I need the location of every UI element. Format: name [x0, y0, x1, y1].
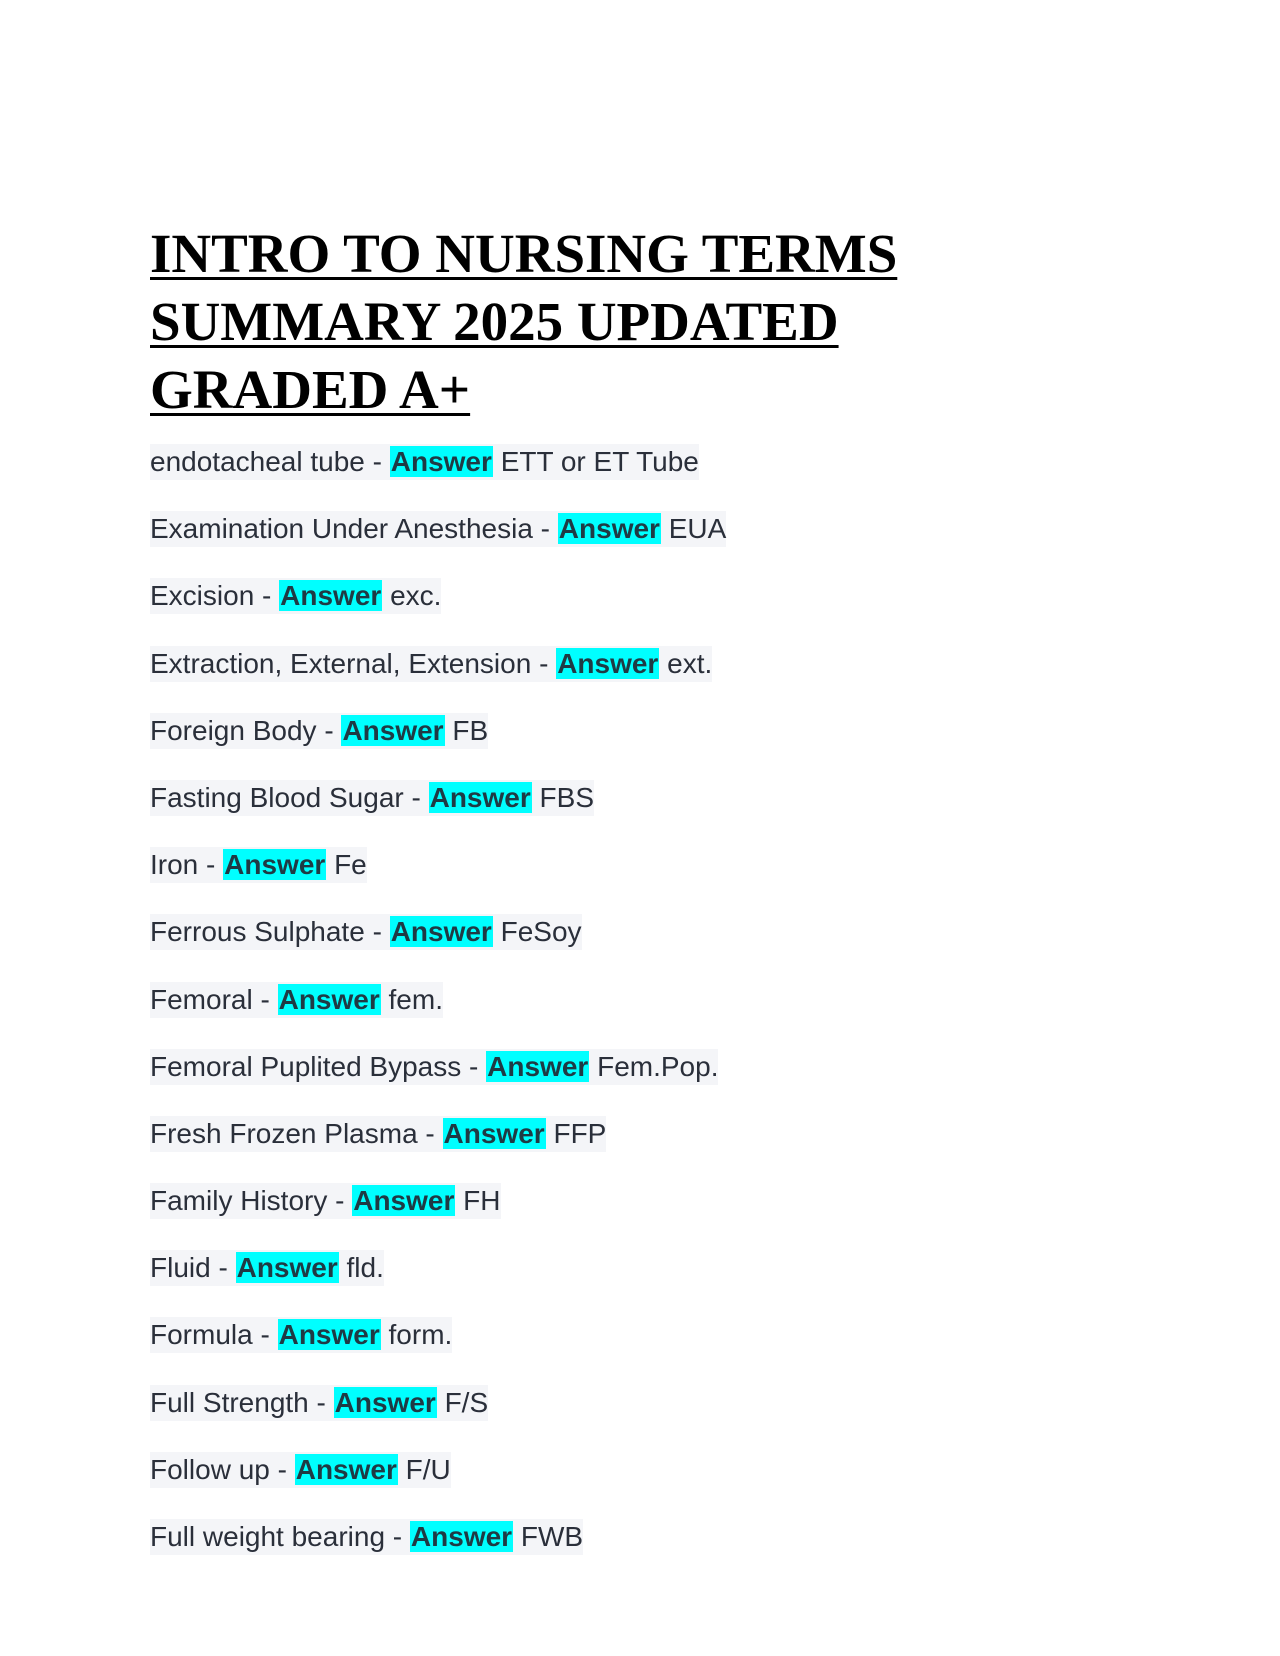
term-line [150, 914, 582, 950]
term-row [150, 780, 1150, 847]
term-text: Femoral [150, 983, 253, 1015]
answer-label: Answer [557, 647, 659, 679]
term-row [150, 1519, 1150, 1586]
answer-label: Answer [278, 1319, 380, 1351]
term-line [150, 646, 712, 682]
term-row [150, 982, 1150, 1049]
answer-label: Answer [410, 1521, 513, 1552]
title-text: INTRO TO NURSING TERMS SUMMARY 2025 UPDATED GRADED A+ [150, 223, 898, 420]
answer-text: FWB [520, 1521, 584, 1552]
answer-text: fem. [388, 983, 443, 1015]
term-line [150, 982, 443, 1018]
term-separator: - [269, 1453, 295, 1485]
term-text: endotacheal tube [150, 446, 365, 477]
term-separator: - [316, 714, 342, 746]
term-line [150, 1183, 501, 1219]
term-row [150, 914, 1150, 981]
document-page [150, 152, 1150, 1586]
term-separator: - [531, 647, 557, 679]
answer-text: exc. [390, 580, 442, 612]
term-line [150, 713, 488, 749]
term-separator: - [252, 1319, 278, 1351]
term-line [150, 1317, 452, 1353]
term-separator: - [254, 580, 280, 612]
term-line [150, 780, 594, 816]
answer-text: F/S [444, 1386, 489, 1418]
term-separator: - [364, 446, 390, 477]
term-text: Full Strength [150, 1386, 309, 1418]
term-line [150, 1385, 488, 1421]
term-line [150, 1116, 606, 1152]
term-row [150, 713, 1150, 780]
answer-text: ETT or ET Tube [500, 446, 699, 477]
answer-label: Answer [429, 781, 531, 813]
term-text: Fresh Frozen Plasma [150, 1117, 418, 1149]
answer-text: FB [452, 714, 489, 746]
term-text: Formula [150, 1319, 253, 1351]
answer-label: Answer [236, 1252, 338, 1284]
answer-text: ext. [667, 647, 713, 679]
term-row [150, 511, 1150, 578]
answer-text: Fe [334, 849, 367, 881]
answer-label: Answer [278, 983, 380, 1015]
answer-label: Answer [443, 1117, 545, 1149]
answer-label: Answer [390, 446, 492, 477]
term-row [150, 646, 1150, 713]
answer-label: Answer [353, 1185, 455, 1217]
term-separator: - [327, 1185, 353, 1217]
answer-label: Answer [487, 1050, 589, 1082]
term-row [150, 1183, 1150, 1250]
answer-label: Answer [390, 916, 492, 948]
term-text: Follow up [150, 1453, 270, 1485]
term-separator: - [252, 983, 278, 1015]
term-text: Ferrous Sulphate [150, 916, 365, 948]
answer-label: Answer [342, 714, 444, 746]
answer-text: FH [463, 1185, 501, 1217]
term-text: Femoral Puplited Bypass [150, 1050, 462, 1082]
term-line [150, 1049, 718, 1085]
answer-text: Fem.Pop. [597, 1050, 719, 1082]
term-text: Foreign Body [150, 714, 317, 746]
term-text: Extraction, External, Extension [150, 647, 532, 679]
answer-text: FeSoy [500, 916, 582, 948]
term-separator: - [198, 849, 224, 881]
term-text: Family History [150, 1185, 328, 1217]
term-row [150, 1385, 1150, 1452]
term-row [150, 847, 1150, 914]
answer-text: FBS [539, 781, 595, 813]
term-row [150, 1049, 1150, 1116]
term-row [150, 444, 1150, 511]
answer-label: Answer [558, 513, 660, 545]
term-line [150, 1519, 583, 1555]
term-separator: - [532, 513, 558, 545]
term-text: Fasting Blood Sugar [150, 781, 404, 813]
term-separator: - [308, 1386, 334, 1418]
term-separator: - [461, 1050, 487, 1082]
answer-text: fld. [346, 1252, 384, 1284]
term-separator: - [403, 781, 429, 813]
term-row [150, 1250, 1150, 1317]
term-line [150, 444, 699, 480]
answer-label: Answer [224, 849, 326, 881]
term-text: Excision [150, 580, 255, 612]
term-text: Examination Under Anesthesia [150, 513, 533, 545]
term-text: Iron [150, 849, 199, 881]
term-row [150, 1317, 1150, 1384]
answer-label: Answer [280, 580, 382, 612]
document-title [150, 152, 990, 424]
term-line [150, 847, 367, 883]
term-row [150, 1452, 1150, 1519]
answer-label: Answer [334, 1386, 436, 1418]
term-list [150, 444, 1150, 1586]
term-line [150, 1250, 384, 1286]
term-text: Fluid [150, 1252, 211, 1284]
term-separator: - [417, 1117, 443, 1149]
term-line [150, 511, 726, 547]
term-separator: - [385, 1521, 410, 1552]
term-separator: - [210, 1252, 236, 1284]
term-row [150, 578, 1150, 645]
term-line [150, 578, 441, 614]
term-row [150, 1116, 1150, 1183]
answer-label: Answer [295, 1453, 397, 1485]
answer-text: EUA [668, 513, 727, 545]
term-separator: - [364, 916, 390, 948]
answer-text: FFP [553, 1117, 607, 1149]
term-line [150, 1452, 451, 1488]
term-text: Full weight bearing [150, 1521, 386, 1552]
answer-text: form. [388, 1319, 453, 1351]
answer-text: F/U [405, 1453, 451, 1485]
